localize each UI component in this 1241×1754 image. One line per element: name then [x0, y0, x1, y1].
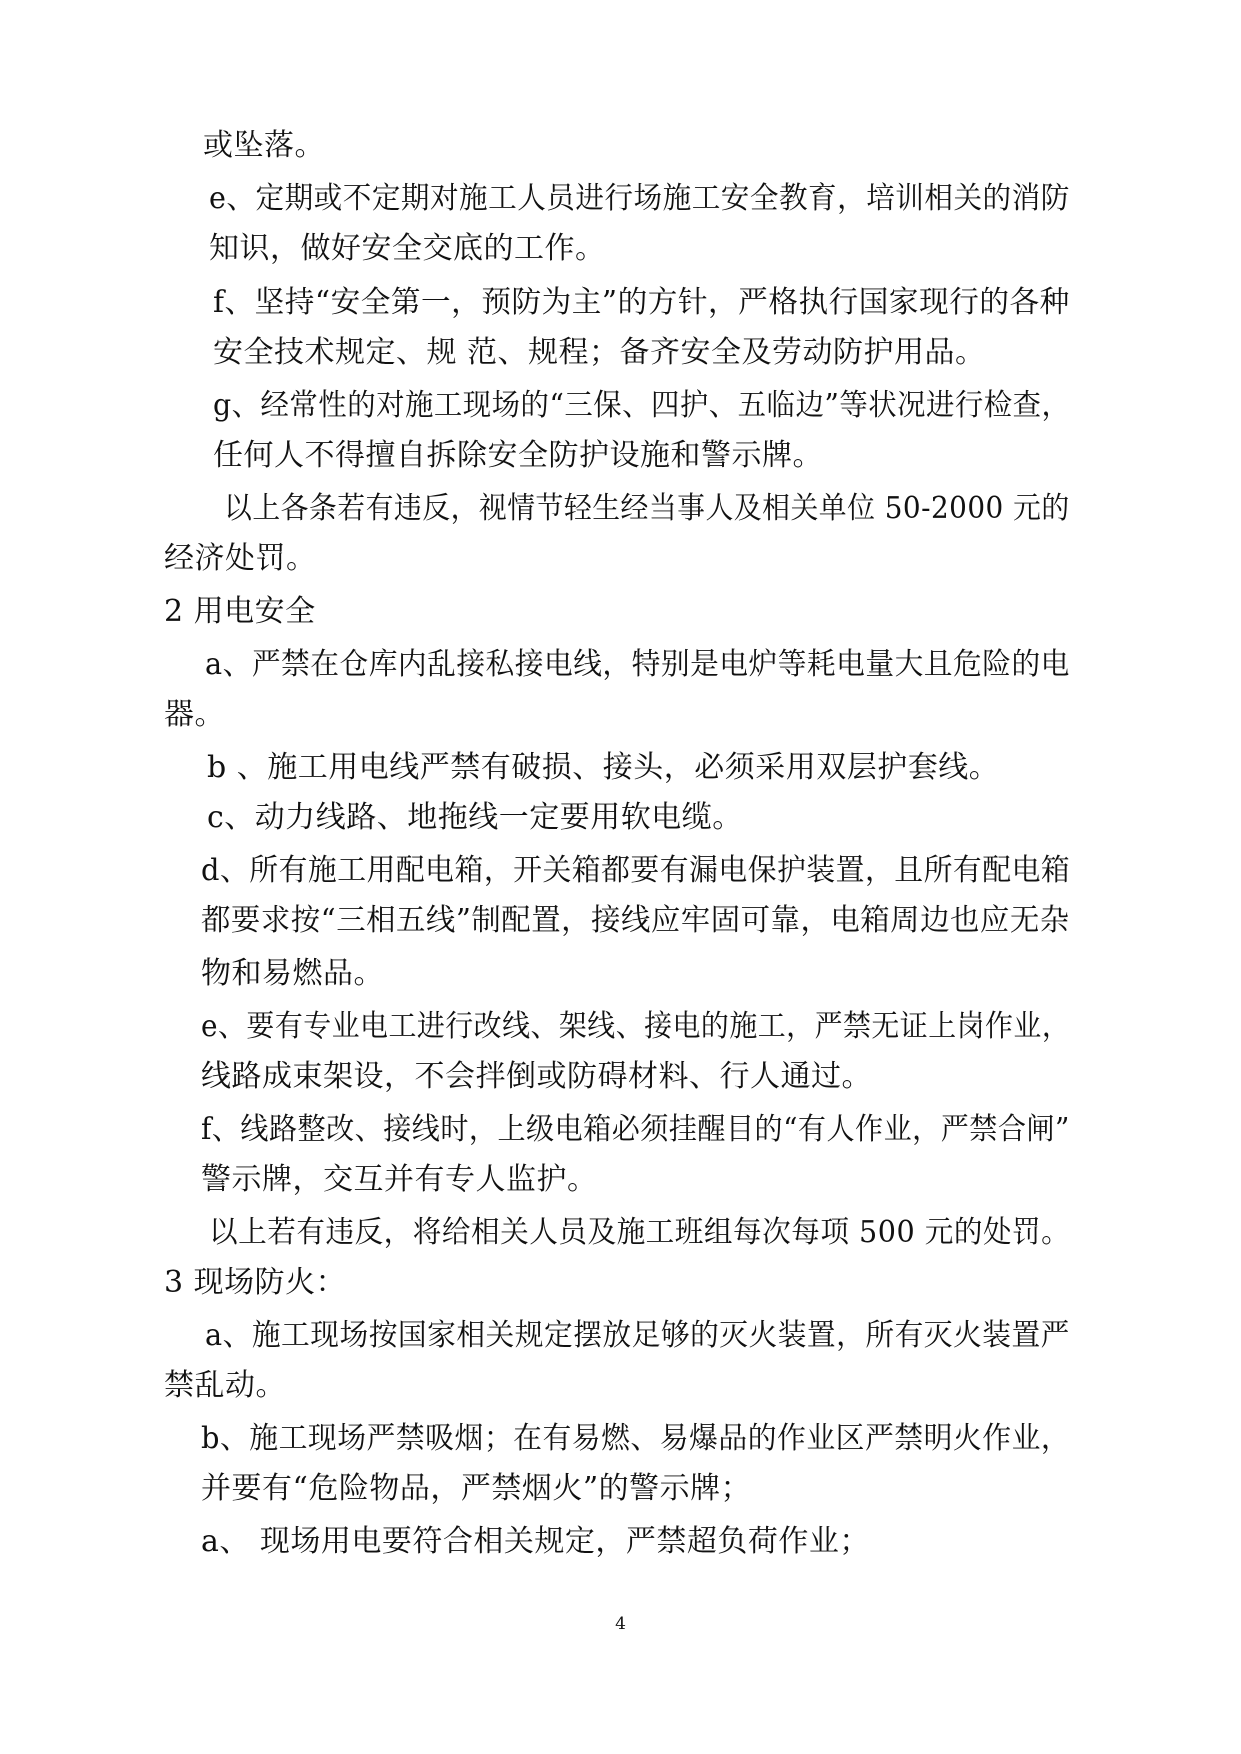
text-line: f、线路整改、接线时，上级电箱必须挂醒目的“有人作业，严禁合闸”	[201, 1112, 1070, 1147]
text-line: 知识，做好安全交底的工作。	[209, 231, 606, 266]
text-line: 线路成束架设，不会拌倒或防碍材料、行人通过。	[201, 1059, 872, 1094]
section-heading: 2 用电安全	[164, 594, 316, 629]
text-line: a、 现场用电要符合相关规定，严禁超负荷作业；	[201, 1524, 870, 1559]
text-line: a、严禁在仓库内乱接私接电线，特别是电炉等耗电量大且危险的电	[205, 647, 1070, 682]
text-line: e、要有专业电工进行改线、架线、接电的施工，严禁无证上岗作业，	[201, 1009, 1071, 1044]
text-line: 禁乱动。	[164, 1368, 286, 1403]
text-line: 安全技术规定、规 范、规程；备齐安全及劳动防护用品。	[213, 335, 986, 370]
text-line: b、施工现场严禁吸烟；在有易燃、易爆品的作业区严禁明火作业，	[201, 1421, 1071, 1456]
text-line: g、经常性的对施工现场的“三保、四护、五临边”等状况进行检查，	[213, 388, 1071, 423]
text-line: 以上若有违反，将给相关人员及施工班组每次每项 500 元的处罚。	[209, 1215, 1071, 1250]
text-line: 以上各条若有违反，视情节轻生经当事人及相关单位 50-2000 元的	[224, 491, 1070, 526]
text-line: 经济处罚。	[164, 541, 317, 576]
text-line: 器。	[164, 697, 225, 732]
text-line: b 、施工用电线严禁有破损、接头，必须采用双层护套线。	[207, 750, 1000, 785]
text-line: d、所有施工用配电箱，开关箱都要有漏电保护装置，且所有配电箱	[201, 853, 1071, 888]
text-line: 物和易燃品。	[201, 956, 384, 991]
text-line: e、定期或不定期对施工人员进行场施工安全教育，培训相关的消防	[209, 181, 1070, 216]
text-line: f、坚持“安全第一，预防为主”的方针，严格执行国家现行的各种	[213, 285, 1070, 320]
text-line: 或坠落。	[203, 128, 325, 163]
text-line: 都要求按“三相五线”制配置，接线应牢固可靠，电箱周边也应无杂	[201, 903, 1070, 938]
section-heading: 3 现场防火：	[164, 1265, 347, 1300]
text-line: 并要有“危险物品，严禁烟火”的警示牌；	[201, 1471, 752, 1506]
text-line: 警示牌，交互并有专人监护。	[201, 1162, 598, 1197]
text-line: a、施工现场按国家相关规定摆放足够的灭火装置，所有灭火装置严	[205, 1318, 1070, 1353]
text-line: 任何人不得擅自拆除安全防护设施和警示牌。	[213, 438, 823, 473]
text-line: c、动力线路、地拖线一定要用软电缆。	[207, 800, 743, 835]
page-number: 4	[615, 1614, 626, 1634]
